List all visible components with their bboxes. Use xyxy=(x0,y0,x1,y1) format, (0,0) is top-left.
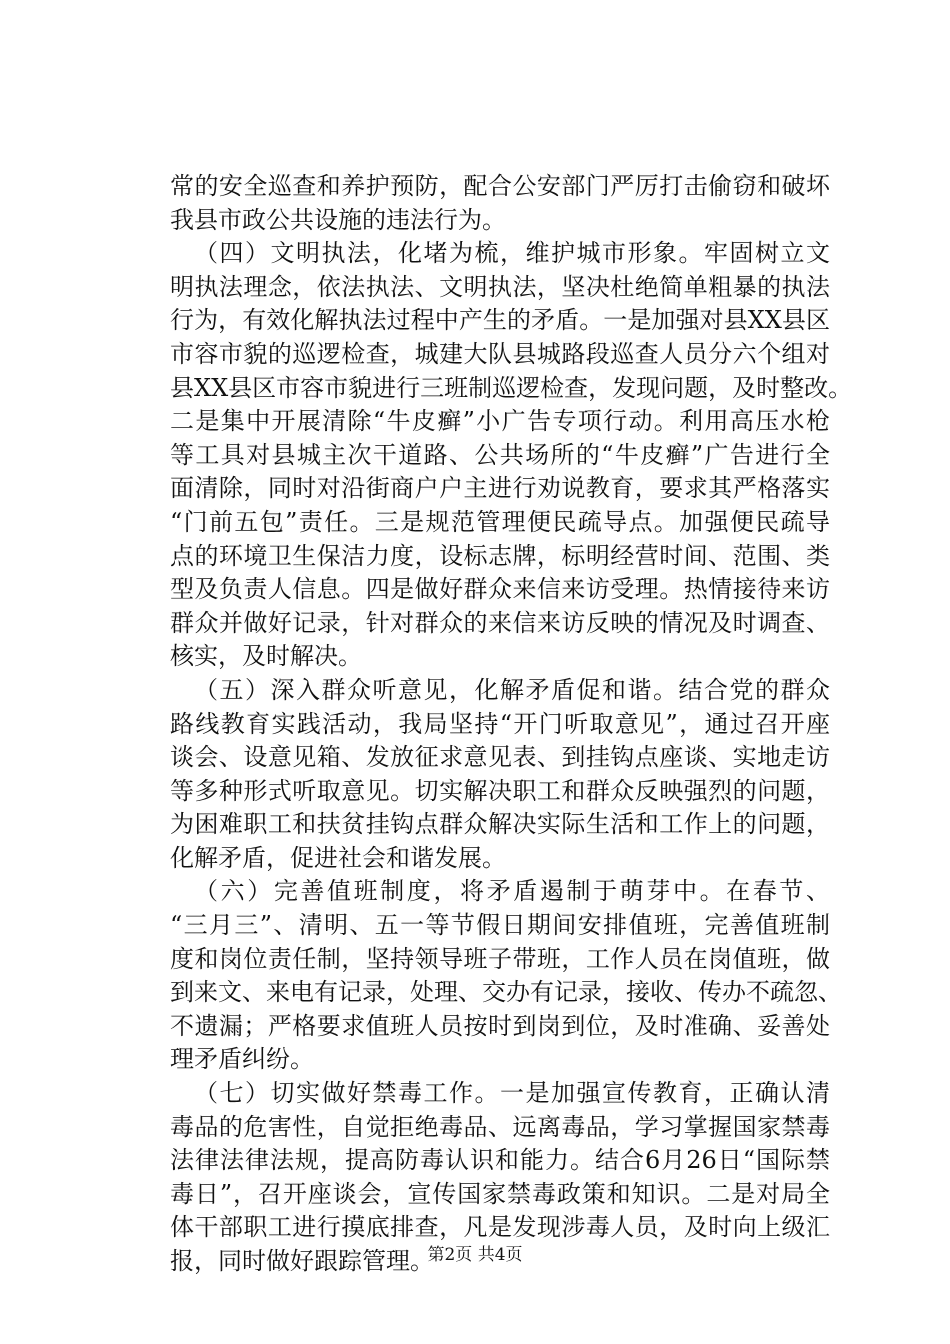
text-line: 明执法理念，依法执法、文明执法，坚决杜绝简单粗暴的执法 xyxy=(170,272,830,301)
text-line: 群众并做好记录，针对群众的来信来访反映的情况及时调查、 xyxy=(170,608,830,637)
text-line: 理矛盾纠纷。 xyxy=(170,1045,314,1074)
page-footer xyxy=(0,1244,950,1266)
text-line: 我县市政公共设施的违法行为。 xyxy=(170,205,506,234)
text-line: 毒品的危害性，自觉拒绝毒品、远离毒品，学习掌握国家禁毒 xyxy=(170,1112,830,1141)
text-line: 核实，及时解决。 xyxy=(170,642,362,671)
text-line: 型及负责人信息。四是做好群众来信来访受理。热情接待来访 xyxy=(170,575,830,604)
page-number-label: 第2页 共4页 xyxy=(427,1245,523,1265)
text-line: 市容市貌的巡逻检查，城建大队县城路段巡查人员分六个组对 xyxy=(170,339,830,368)
text-line: 等多种形式听取意见。切实解决职工和群众反映强烈的问题， xyxy=(170,776,830,805)
text-line: 法律法律法规，提高防毒认识和能力。结合6月26日“国际禁 xyxy=(170,1146,830,1175)
text-line: 为困难职工和扶贫挂钩点群众解决实际生活和工作上的问题， xyxy=(170,810,830,839)
text-line: （七）切实做好禁毒工作。一是加强宣传教育，正确认清 xyxy=(194,1079,830,1108)
text-line: 行为，有效化解执法过程中产生的矛盾。一是加强对县XX县区 xyxy=(170,306,830,335)
text-line: 面清除，同时对沿街商户户主进行劝说教育，要求其严格落实 xyxy=(170,474,830,503)
text-line: 谈会、设意见箱、发放征求意见表、到挂钩点座谈、实地走访 xyxy=(170,743,830,772)
text-line: 不遗漏；严格要求值班人员按时到岗到位，及时准确、妥善处 xyxy=(170,1011,830,1040)
text-line: 点的环境卫生保洁力度，设标志牌，标明经营时间、范围、类 xyxy=(170,541,830,570)
text-line: 常的安全巡查和养护预防，配合公安部门严厉打击偷窃和破坏 xyxy=(170,172,830,200)
text-line: 等工具对县城主次干道路、公共场所的“牛皮癣”广告进行全 xyxy=(170,440,830,469)
text-line: （五）深入群众听意见，化解矛盾促和谐。结合党的群众 xyxy=(194,675,830,704)
text-line: （六）完善值班制度，将矛盾遏制于萌芽中。在春节、 xyxy=(194,877,830,906)
text-line: 二是集中开展清除“牛皮癣”小广告专项行动。利用高压水枪 xyxy=(170,407,830,436)
text-line: 度和岗位责任制，坚持领导班子带班，工作人员在岗值班，做 xyxy=(170,944,830,973)
text-line: 毒日”，召开座谈会，宣传国家禁毒政策和知识。二是对局全 xyxy=(170,1179,830,1208)
text-line: 化解矛盾，促进社会和谐发展。 xyxy=(170,843,506,872)
document-body xyxy=(170,170,853,1279)
text-line: 到来文、来电有记录，处理、交办有记录，接收、传办不疏忽、 xyxy=(170,978,842,1007)
text-line: 报，同时做好跟踪管理。 xyxy=(170,1247,434,1275)
text-line: 县XX县区市容市貌进行三班制巡逻检查，发现问题，及时整改。 xyxy=(170,373,853,402)
text-line: 体干部职工进行摸底排查，凡是发现涉毒人员，及时向上级汇 xyxy=(170,1213,830,1242)
text-line: 路线教育实践活动，我局坚持“开门听取意见”，通过召开座 xyxy=(170,709,830,738)
text-line: “三月三”、清明、五一等节假日期间安排值班，完善值班制 xyxy=(170,911,830,940)
text-line: “门前五包”责任。三是规范管理便民疏导点。加强便民疏导 xyxy=(170,507,830,536)
text-line: （四）文明执法，化堵为梳，维护城市形象。牢固树立文 xyxy=(194,239,830,268)
